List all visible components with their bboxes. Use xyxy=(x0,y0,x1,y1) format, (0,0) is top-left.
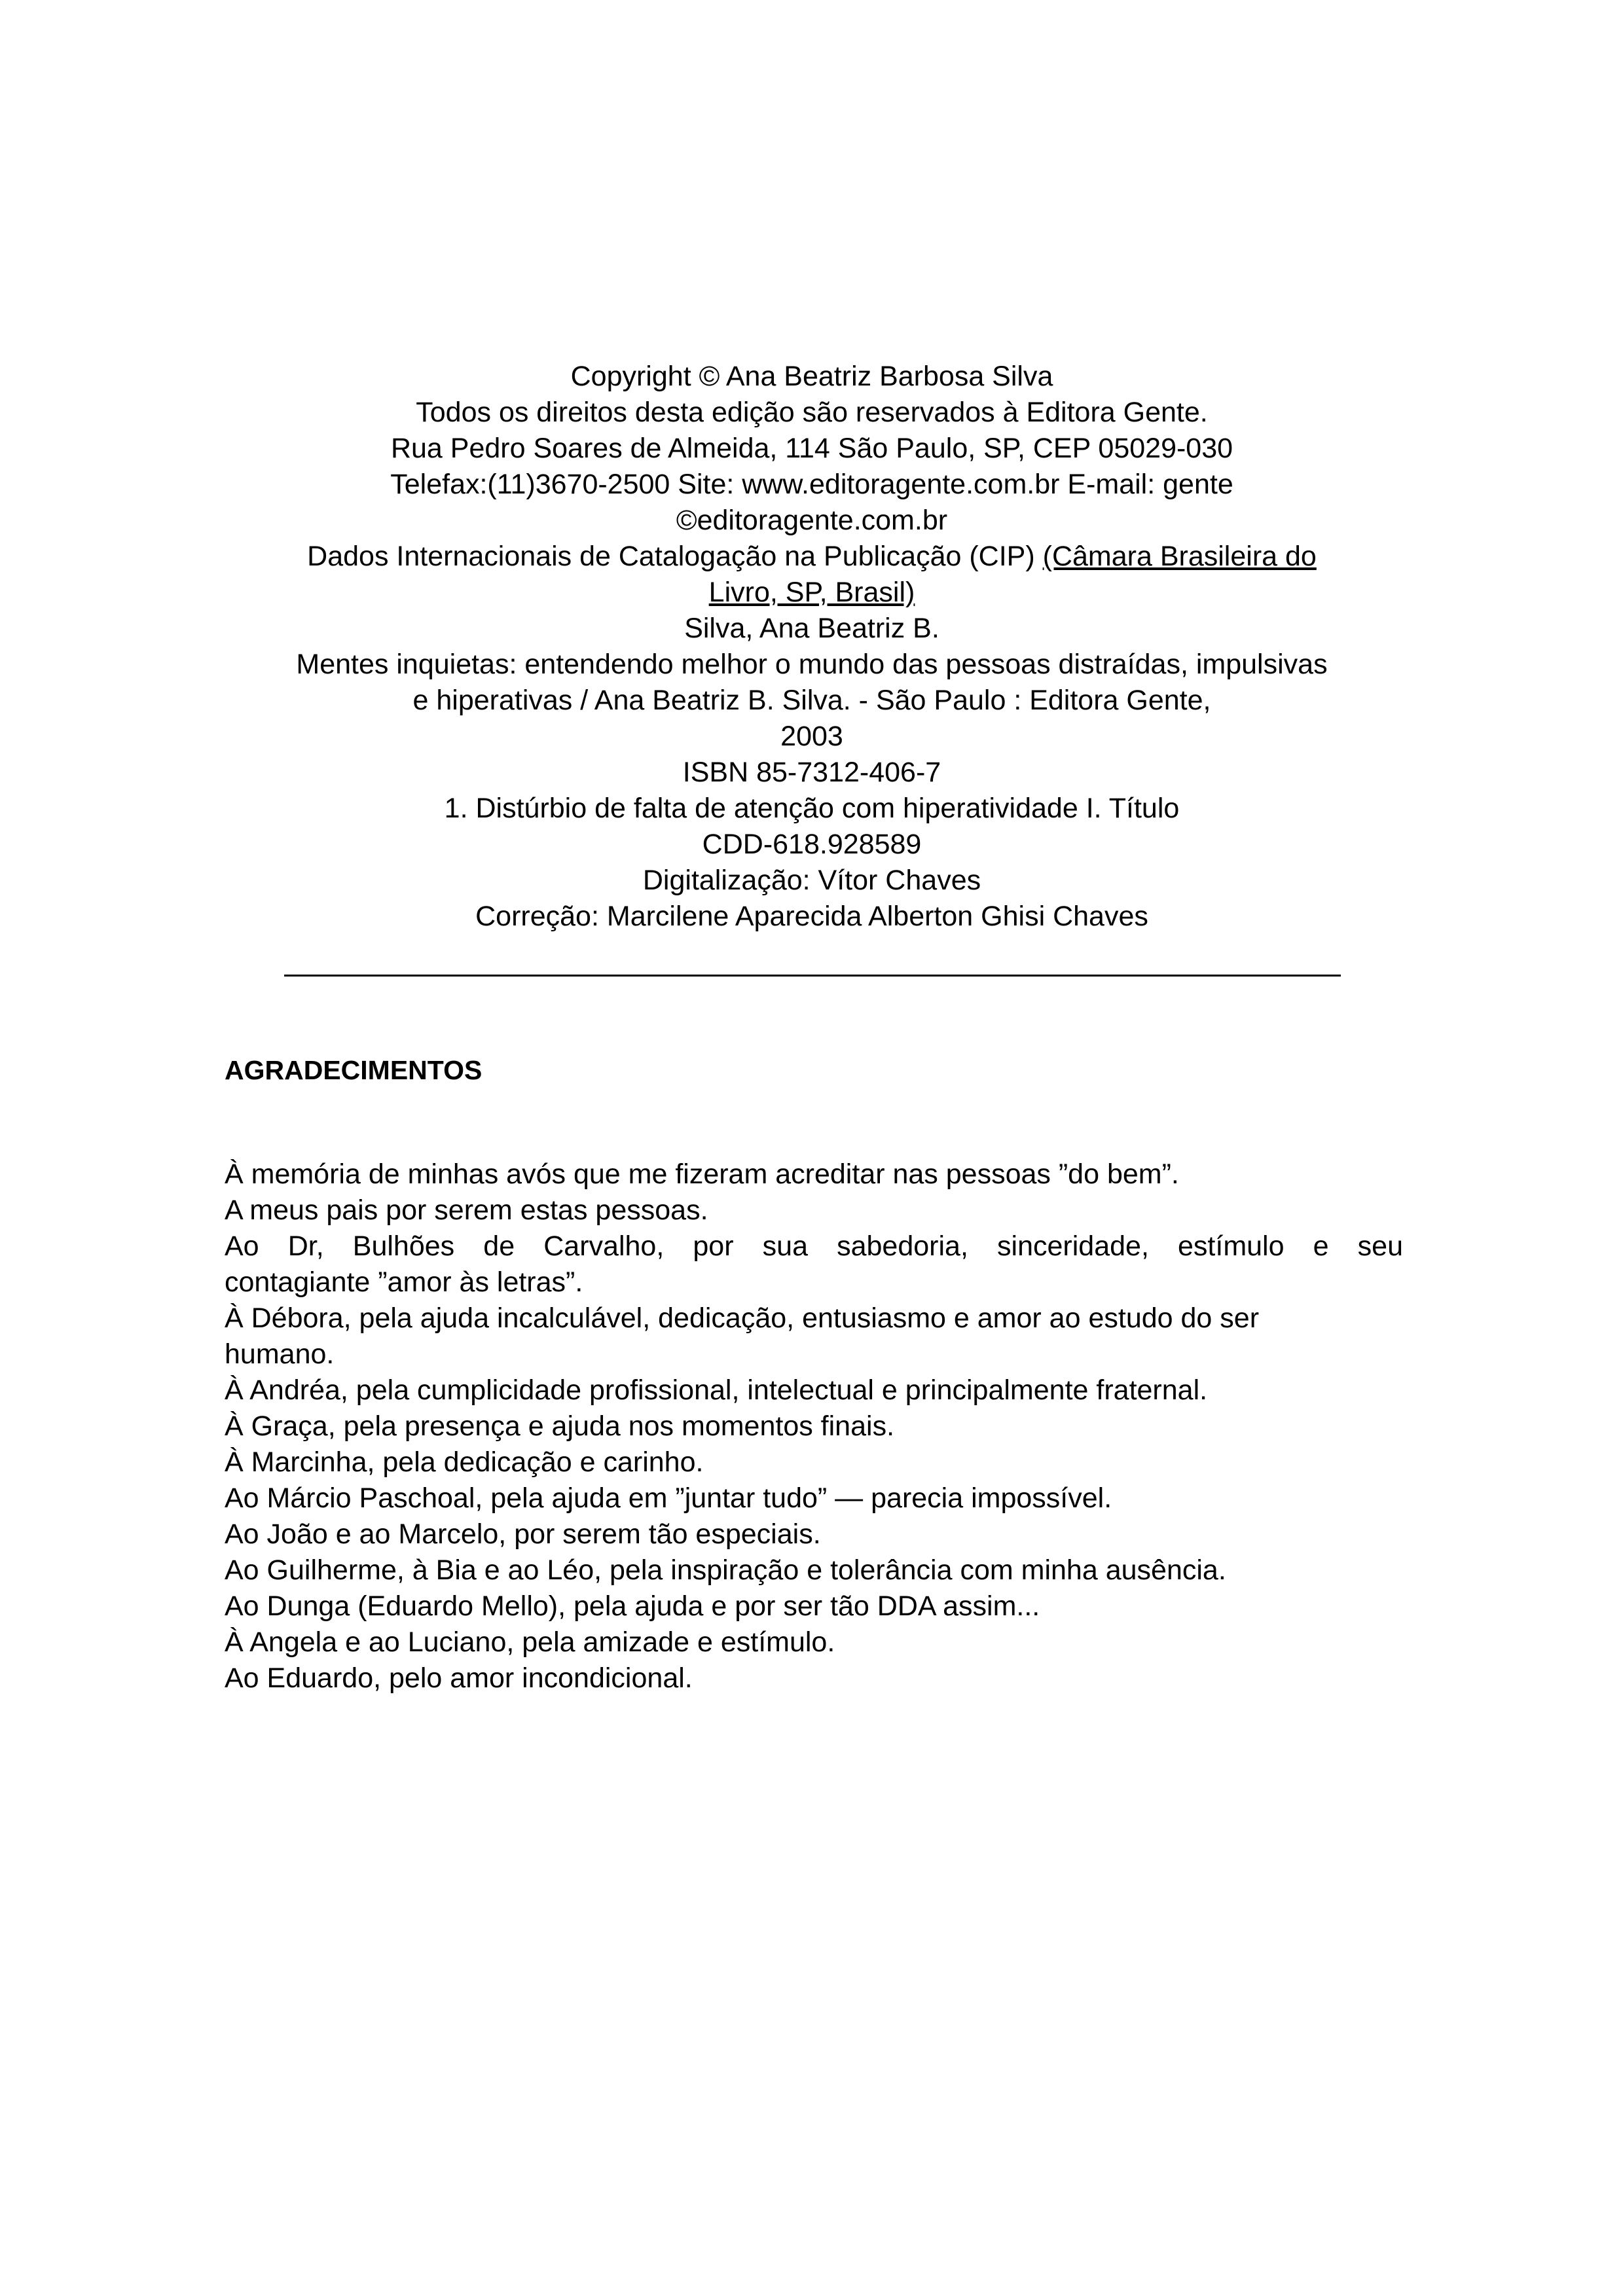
ack-line: A meus pais por serem estas pessoas. xyxy=(225,1194,708,1226)
ack-line: Ao Guilherme, à Bia e ao Léo, pela inspiração e tolerância com minha ausência. xyxy=(225,1554,1226,1586)
cip-line xyxy=(223,539,1401,575)
ack-line: Ao Márcio Paschoal, pela ajuda em ”juntar tudo” — parecia impossível. xyxy=(225,1482,1112,1514)
subject-line: 1. Distúrbio de falta de atenção com hiperatividade I. Título xyxy=(444,793,1180,824)
cip-link-part-1[interactable]: (Câmara Brasileira do xyxy=(1042,541,1317,572)
ack-line: Ao João e ao Marcelo, por serem tão especiais. xyxy=(225,1518,821,1550)
address-line: Rua Pedro Soares de Almeida, 114 São Paulo, SP, CEP 05029-030 xyxy=(390,433,1233,464)
contact-line: Telefax:(11)3670-2500 Site: www.editoragente.com.br E-mail: gente xyxy=(390,469,1233,500)
ack-line: Ao Eduardo, pelo amor incondicional. xyxy=(225,1662,693,1694)
cip-line-2 xyxy=(223,575,1401,611)
year-line: 2003 xyxy=(780,721,843,752)
email-domain-line: ©editoragente.com.br xyxy=(676,505,948,536)
rights-line: Todos os direitos desta edição são reservados à Editora Gente. xyxy=(416,397,1208,428)
cdd-line: CDD-618.928589 xyxy=(702,829,922,860)
horizontal-divider xyxy=(284,975,1341,977)
copyright-block xyxy=(223,359,1401,935)
digitization-line: Digitalização: Vítor Chaves xyxy=(642,865,981,896)
cip-text: Dados Internacionais de Catalogação na Publicação (CIP) xyxy=(307,541,1043,572)
ack-line: À Marcinha, pela dedicação e carinho. xyxy=(225,1446,704,1478)
ack-line: Ao Dunga (Eduardo Mello), pela ajuda e por ser tão DDA assim... xyxy=(225,1590,1040,1622)
ack-line: À Débora, pela ajuda incalculável, dedicação, entusiasmo e amor ao estudo do ser xyxy=(225,1302,1260,1334)
acknowledgements-heading: AGRADECIMENTOS xyxy=(225,1055,483,1085)
ack-line: À memória de minhas avós que me fizeram acreditar nas pessoas ”do bem”. xyxy=(225,1158,1179,1190)
ack-line: humano. xyxy=(225,1338,335,1370)
author-line: Silva, Ana Beatriz B. xyxy=(684,613,939,644)
ack-line: À Graça, pela presença e ajuda nos momentos finais. xyxy=(225,1410,895,1442)
book-title-line-2: e hiperativas / Ana Beatriz B. Silva. - São Paulo : Editora Gente, xyxy=(412,685,1211,716)
acknowledgements-body xyxy=(225,1157,1403,1696)
ack-line: À Andréa, pela cumplicidade profissional, intelectual e principalmente fraternal. xyxy=(225,1374,1208,1406)
ack-line: Ao Dr, Bulhões de Carvalho, por sua sabedoria, sinceridade, estímulo e seu xyxy=(225,1230,1403,1262)
cip-link-part-2[interactable]: Livro, SP, Brasil) xyxy=(708,577,915,608)
correction-line: Correção: Marcilene Aparecida Alberton Ghisi Chaves xyxy=(475,901,1148,932)
copyright-line: Copyright © Ana Beatriz Barbosa Silva xyxy=(570,361,1053,392)
ack-line: contagiante ”amor às letras”. xyxy=(225,1266,583,1298)
ack-line: À Angela e ao Luciano, pela amizade e estímulo. xyxy=(225,1626,835,1658)
isbn-line: ISBN 85-7312-406-7 xyxy=(682,757,941,788)
book-title-line-1: Mentes inquietas: entendendo melhor o mundo das pessoas distraídas, impulsivas xyxy=(296,649,1328,680)
